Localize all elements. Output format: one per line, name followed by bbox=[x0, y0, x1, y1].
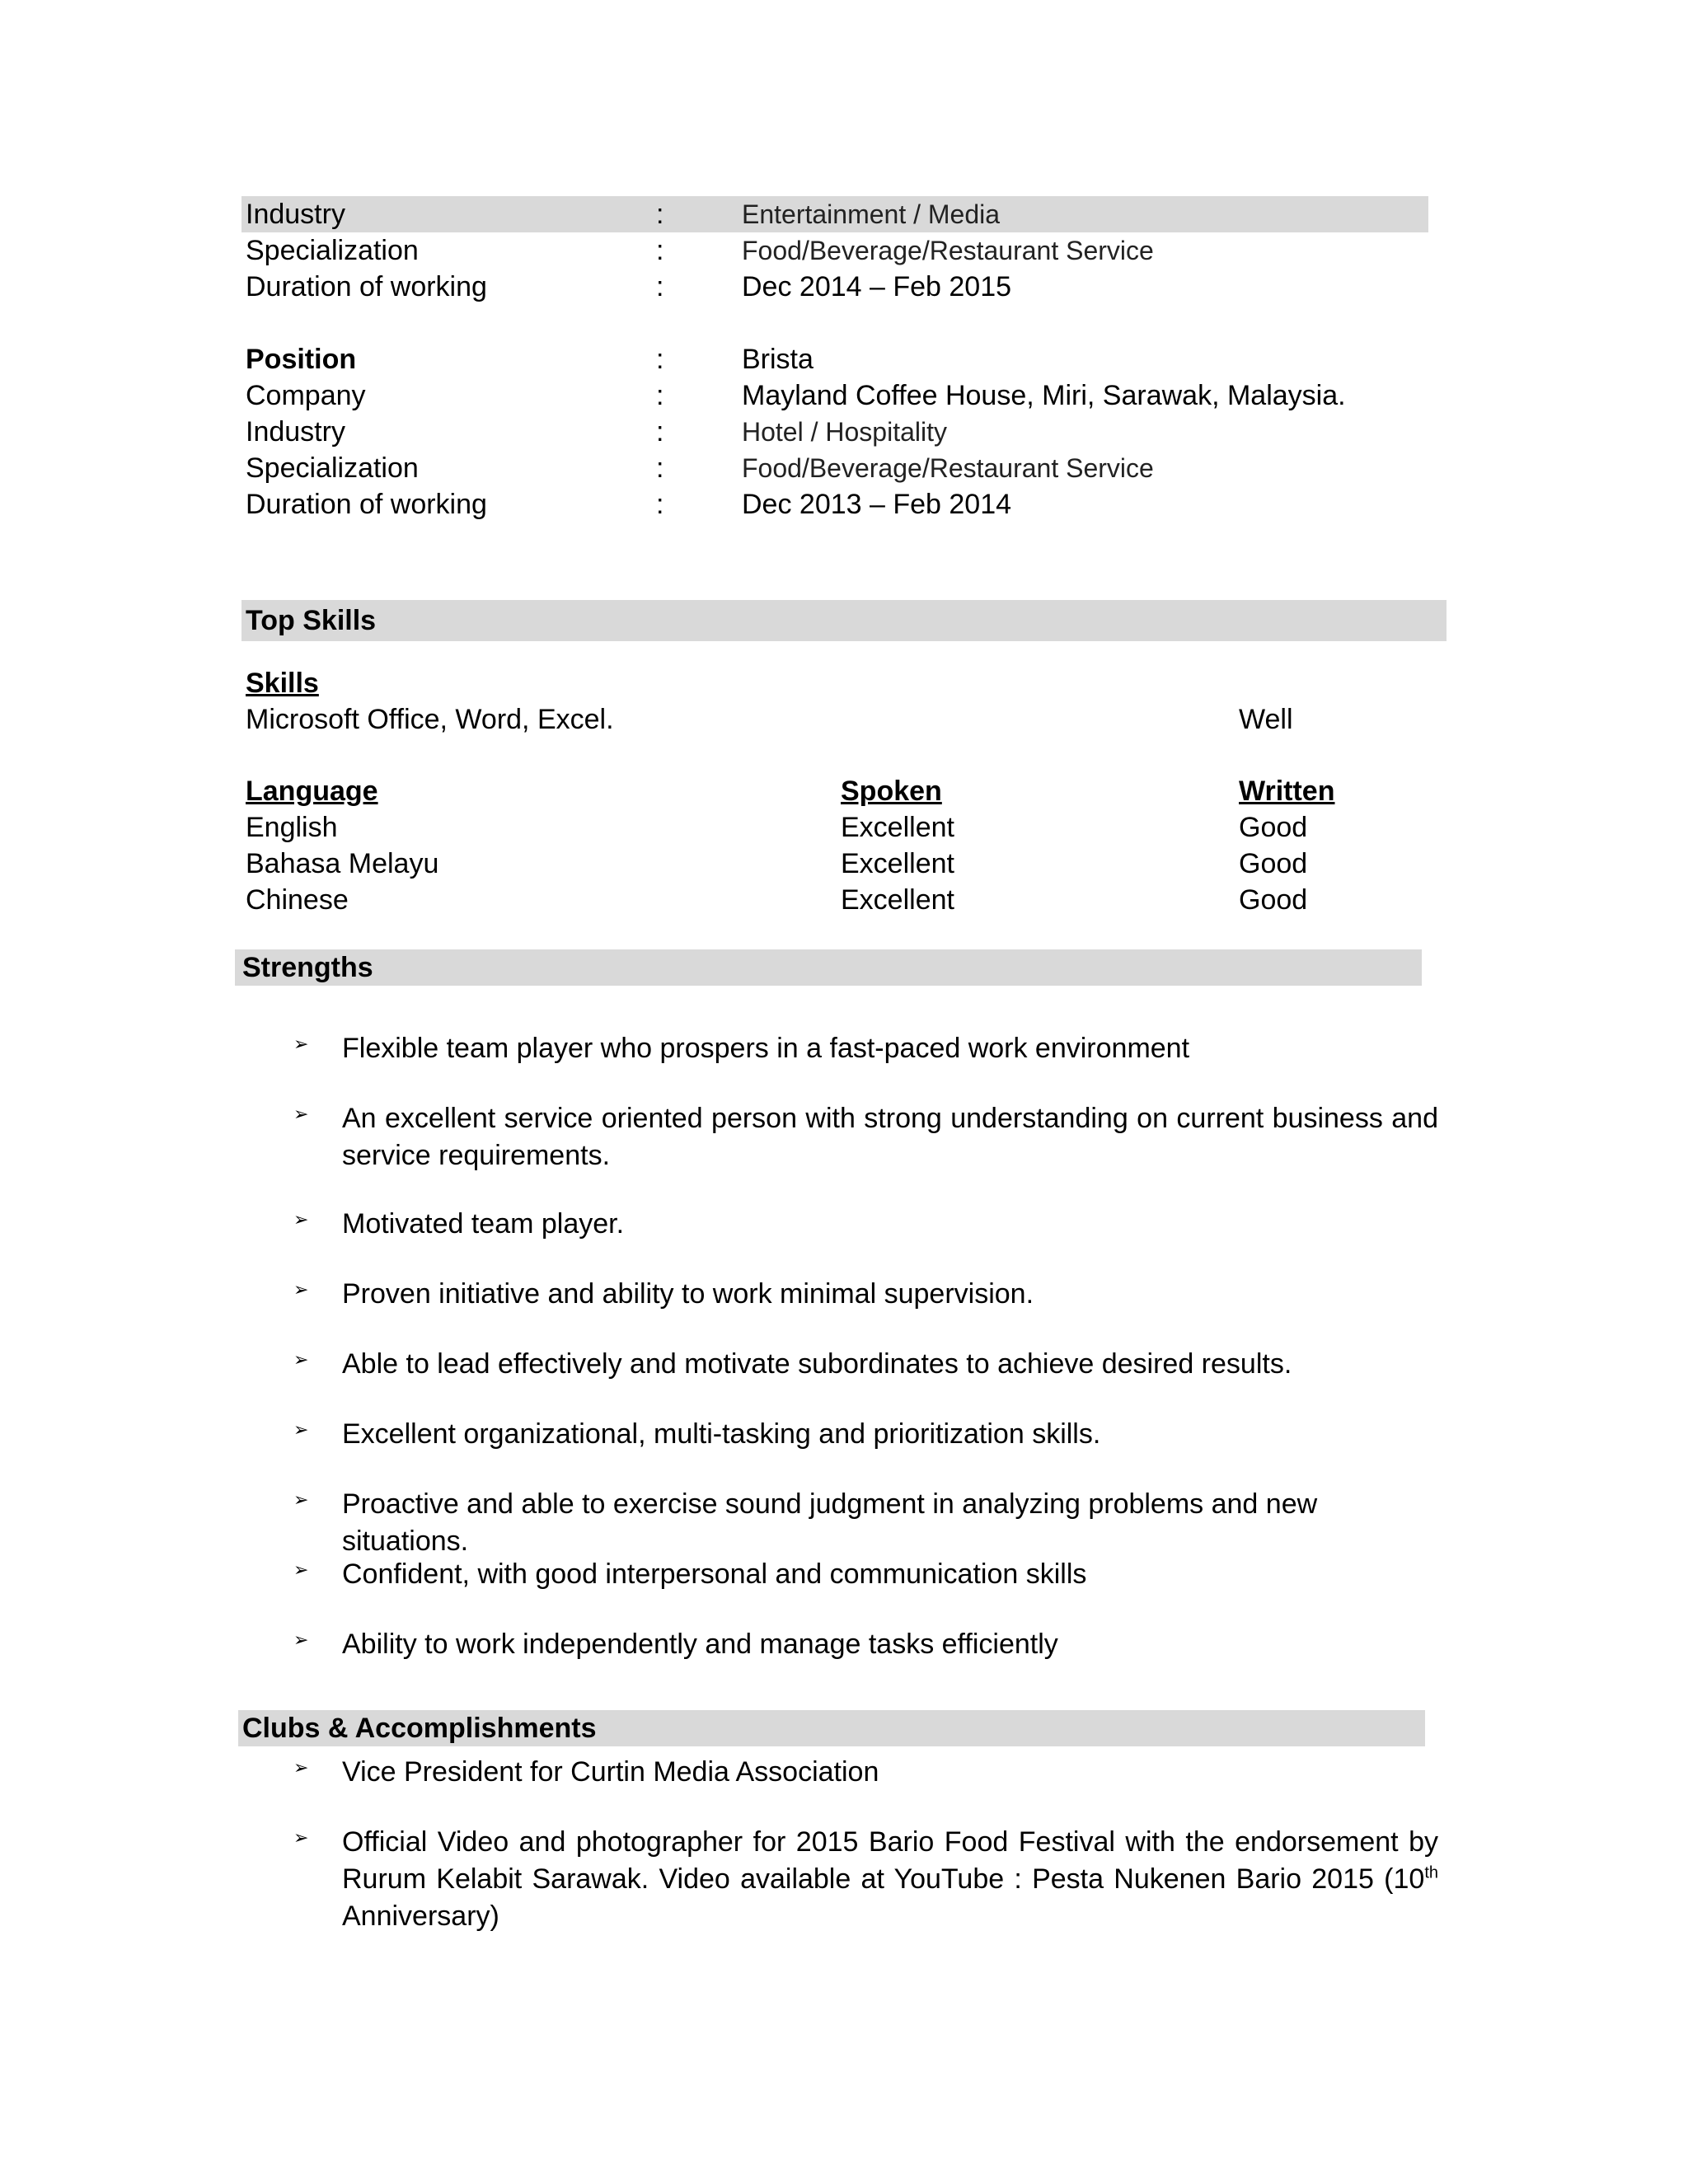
arrow-bullet-icon: ➢ bbox=[293, 1209, 309, 1230]
job2-company-label: Company bbox=[246, 380, 366, 411]
arrow-bullet-icon: ➢ bbox=[293, 1559, 309, 1580]
club-text-tail: Anniversary) bbox=[342, 1900, 499, 1932]
top-skills-title: Top Skills bbox=[246, 605, 377, 636]
language-written: Good bbox=[1239, 812, 1308, 843]
language-name: English bbox=[246, 812, 338, 843]
skill-level: Well bbox=[1239, 704, 1293, 735]
club-text-superscript: th bbox=[1424, 1863, 1438, 1882]
job2-duration-value: Dec 2013 – Feb 2014 bbox=[742, 489, 1012, 520]
strength-text: Ability to work independently and manage tasks efficiently bbox=[342, 1629, 1058, 1660]
arrow-bullet-icon: ➢ bbox=[293, 1349, 309, 1370]
job1-duration-label: Duration of working bbox=[246, 271, 487, 302]
club-text bbox=[342, 1824, 1438, 1935]
job1-industry-label: Industry bbox=[246, 199, 345, 230]
job2-position-value: Brista bbox=[742, 344, 814, 375]
separator: : bbox=[656, 199, 664, 230]
separator: : bbox=[656, 489, 664, 520]
language-written: Good bbox=[1239, 848, 1308, 879]
written-header: Written bbox=[1239, 776, 1335, 807]
skills-heading: Skills bbox=[246, 668, 319, 699]
club-text-main: Official Video and photographer for 2015 Bario Food Festival with the endorsement by Rurum Kelabit Sarawak. Video available at YouTube : Pesta Nukenen Bario 2015 (10 bbox=[342, 1826, 1438, 1895]
strength-text: Able to lead effectively and motivate subordinates to achieve desired results. bbox=[342, 1348, 1292, 1380]
spoken-header: Spoken bbox=[841, 776, 942, 807]
job2-company-value: Mayland Coffee House, Miri, Sarawak, Malaysia. bbox=[742, 380, 1346, 411]
job2-duration-label: Duration of working bbox=[246, 489, 487, 520]
language-written: Good bbox=[1239, 884, 1308, 916]
job2-specialization-value: Food/Beverage/Restaurant Service bbox=[742, 453, 1154, 483]
job2-industry-value: Hotel / Hospitality bbox=[742, 417, 947, 447]
language-name: Chinese bbox=[246, 884, 349, 916]
clubs-title: Clubs & Accomplishments bbox=[242, 1713, 597, 1744]
language-name: Bahasa Melayu bbox=[246, 848, 439, 879]
arrow-bullet-icon: ➢ bbox=[293, 1419, 309, 1440]
skill-name: Microsoft Office, Word, Excel. bbox=[246, 704, 614, 735]
arrow-bullet-icon: ➢ bbox=[293, 1827, 309, 1848]
separator: : bbox=[656, 452, 664, 484]
arrow-bullet-icon: ➢ bbox=[293, 1757, 309, 1778]
job2-specialization-label: Specialization bbox=[246, 452, 419, 484]
job1-specialization-label: Specialization bbox=[246, 235, 419, 266]
strength-text: Flexible team player who prospers in a fast-paced work environment bbox=[342, 1033, 1190, 1064]
club-text: Vice President for Curtin Media Association bbox=[342, 1756, 879, 1788]
arrow-bullet-icon: ➢ bbox=[293, 1104, 309, 1124]
separator: : bbox=[656, 416, 664, 448]
strength-text: Proactive and able to exercise sound judgment in analyzing problems and new situations. bbox=[342, 1488, 1318, 1557]
strengths-header-band bbox=[235, 949, 1422, 986]
separator: : bbox=[656, 271, 664, 302]
separator: : bbox=[656, 380, 664, 411]
separator: : bbox=[656, 235, 664, 266]
arrow-bullet-icon: ➢ bbox=[293, 1279, 309, 1300]
strength-text: Proven initiative and ability to work minimal supervision. bbox=[342, 1278, 1034, 1310]
language-spoken: Excellent bbox=[841, 812, 954, 843]
separator: : bbox=[656, 344, 664, 375]
arrow-bullet-icon: ➢ bbox=[293, 1629, 309, 1650]
strength-text: Excellent organizational, multi-tasking and prioritization skills. bbox=[342, 1418, 1101, 1450]
arrow-bullet-icon: ➢ bbox=[293, 1033, 309, 1054]
language-spoken: Excellent bbox=[841, 848, 954, 879]
job1-duration-value: Dec 2014 – Feb 2015 bbox=[742, 271, 1012, 302]
top-skills-header-band bbox=[241, 600, 1447, 641]
strengths-title: Strengths bbox=[242, 952, 373, 983]
job2-industry-label: Industry bbox=[246, 416, 345, 448]
language-spoken: Excellent bbox=[841, 884, 954, 916]
strength-text: An excellent service oriented person with strong understanding on current business and service requirements. bbox=[342, 1103, 1438, 1171]
strength-text: Motivated team player. bbox=[342, 1208, 625, 1240]
language-header: Language bbox=[246, 776, 378, 807]
job1-specialization-value: Food/Beverage/Restaurant Service bbox=[742, 236, 1154, 265]
strength-text: Confident, with good interpersonal and communication skills bbox=[342, 1558, 1087, 1590]
arrow-bullet-icon: ➢ bbox=[293, 1489, 309, 1510]
job2-position-label: Position bbox=[246, 344, 357, 375]
job1-industry-value: Entertainment / Media bbox=[742, 199, 1001, 229]
